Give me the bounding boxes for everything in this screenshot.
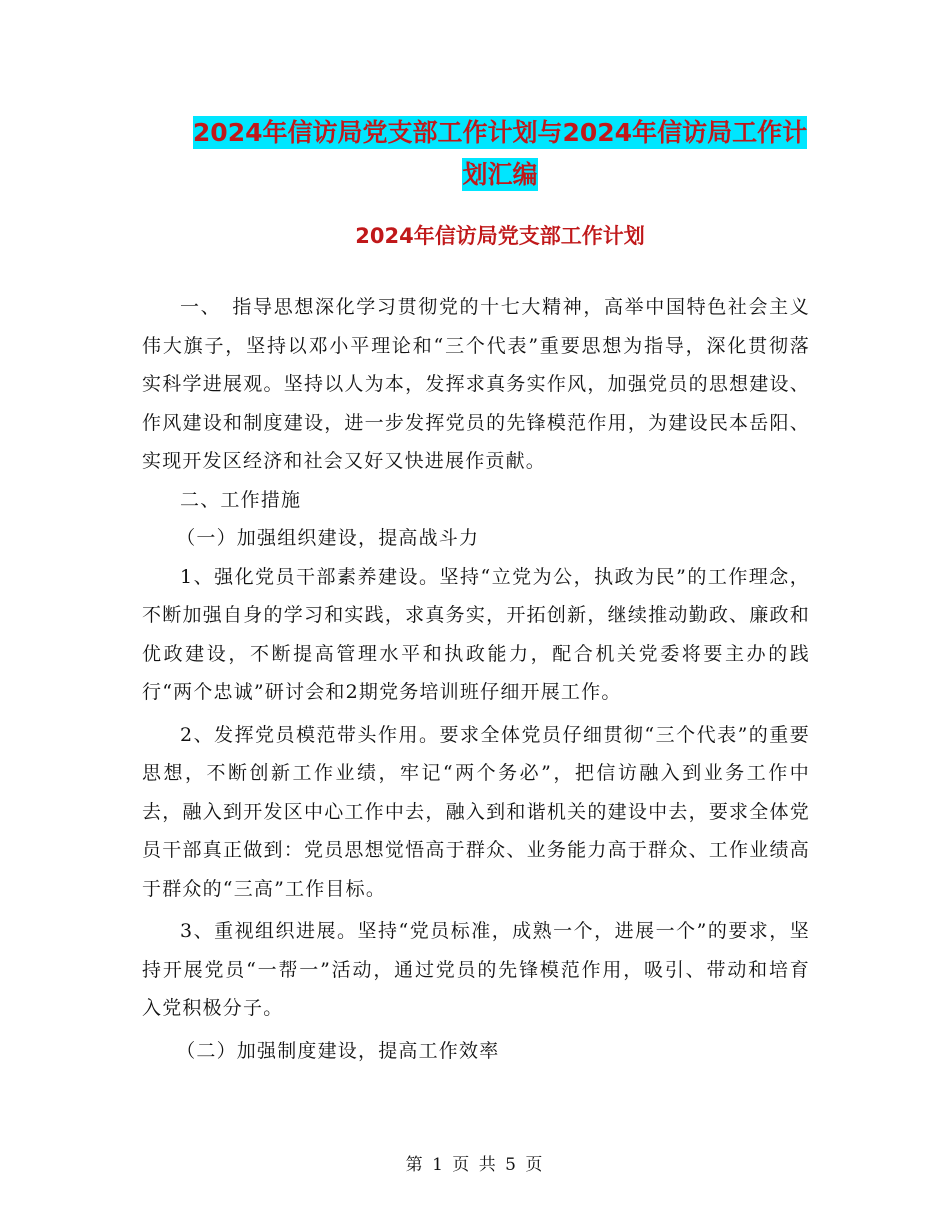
section-title: 2024年信访局党支部工作计划 (355, 224, 645, 248)
paragraph-guiding-thought: 一、 指导思想深化学习贯彻党的十七大精神，高举中国特色社会主义伟大旗子，坚持以邓小平理论和“三个代表”重要思想为指导，深化贯彻落实科学进展观。坚持以人为本，发挥求真务实作风，加强党员的思想建设、作风建设和制度建设，进一步发挥党员的先锋模范作用，为建设民本岳阳、实现开发区经济和社会又好又快进展作贡献。 (142, 296, 810, 472)
title-highlight: 划汇编 (462, 160, 538, 189)
title-highlight: 2024年信访局党支部工作计划与2024年信访局工作计 (192, 118, 808, 147)
paragraph-item-3: 3、重视组织进展。坚持“党员标准，成熟一个，进展一个”的要求，坚持开展党员“一帮一”活动，通过党员的先锋模范作用，吸引、带动和培育入党积极分子。 (142, 920, 810, 1019)
paragraph-subheading-system: （二）加强制度建设，提高工作效率 (176, 1039, 500, 1062)
paragraph-heading-measures: 二、工作措施 (180, 488, 302, 511)
paragraph-item-1: 1、强化党员干部素养建设。坚持“立党为公，执政为民”的工作理念，不断加强自身的学习和实践，求真务实，开拓创新，继续推动勤政、廉政和优政建设，不断提高管理水平和执政能力，配合机关党委将要主办的践行“两个忠诚”研讨会和2期党务培训班仔细开展工作。 (142, 565, 810, 703)
document-title-line-2 (140, 148, 860, 202)
document-body (142, 288, 810, 1070)
paragraph-subheading-organization: （一）加强组织建设，提高战斗力 (176, 527, 480, 549)
page-footer: 第 1 页 共 5 页 (405, 1155, 545, 1175)
paragraph-item-2: 2、发挥党员模范带头作用。要求全体党员仔细贯彻“三个代表”的重要思想，不断创新工作业绩，牢记“两个务必”，把信访融入到业务工作中去，融入到开发区中心工作中去，融入到和谐机关的建设中去，要求全体党员干部真正做到：党员思想觉悟高于群众、业务能力高于群众、工作业绩高于群众的“三高”工作目标。 (142, 723, 810, 900)
